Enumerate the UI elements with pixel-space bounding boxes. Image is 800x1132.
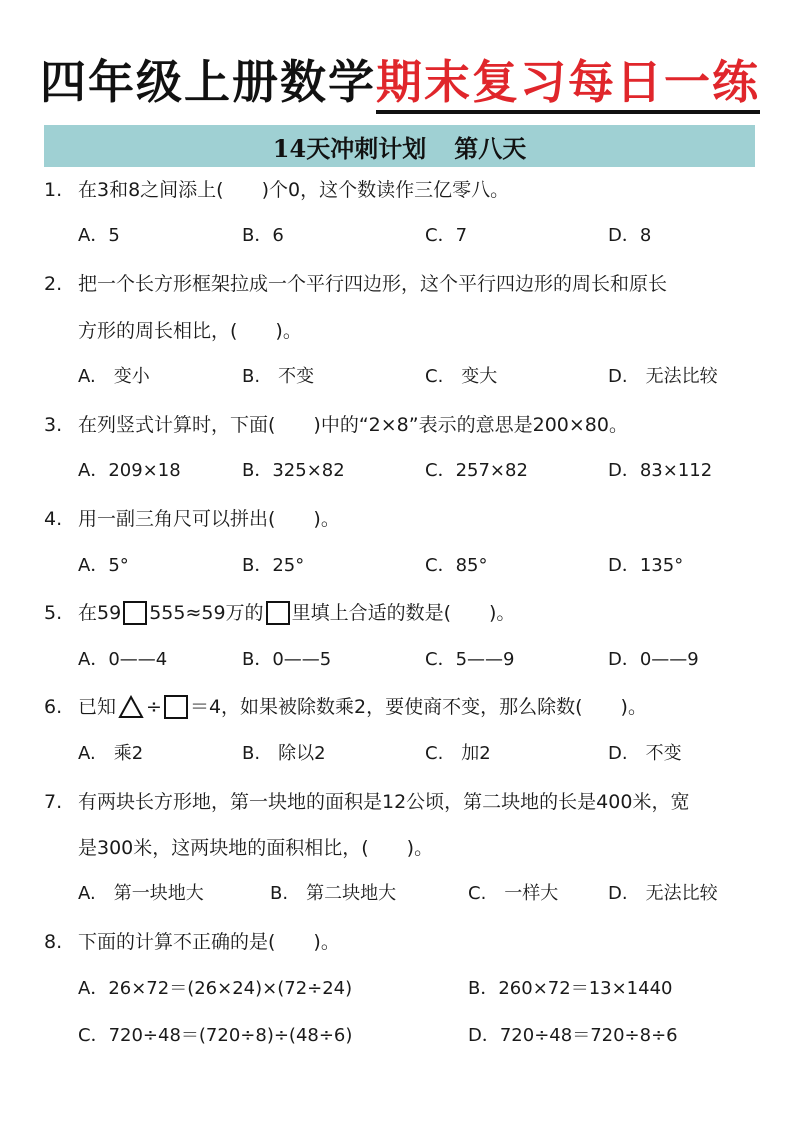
options-3 — [78, 457, 758, 485]
question-2-continued: 方形的周长相比，( )。 — [78, 320, 302, 342]
question-number: 4. — [44, 508, 63, 530]
question-number: 8. — [44, 931, 63, 953]
question-text: 在3和8之间添上( )个0，这个数读作三亿零八。 — [78, 179, 510, 201]
question-number: 1. — [44, 179, 63, 201]
question-text: 把一个长方形框架拉成一个平行四边形，这个平行四边形的周长和原长 — [78, 273, 668, 295]
option-d[interactable]: D．0——9 — [608, 649, 699, 670]
question-7 — [44, 788, 689, 816]
banner-day: 第八天 — [454, 133, 527, 163]
option-a[interactable]: A．0——4 — [78, 649, 168, 670]
question-text-part-3: ＝4，如果被除数乘2，要使商不变，那么除数( )。 — [189, 696, 647, 718]
option-b[interactable]: B. 不变 — [242, 366, 315, 387]
option-a[interactable]: A. 乘2 — [78, 743, 144, 764]
options-7 — [78, 880, 758, 908]
options-8-row-1 — [78, 975, 758, 1003]
option-d[interactable]: D．135° — [608, 555, 684, 576]
option-a[interactable]: A. 变小 — [78, 366, 150, 387]
blank-box[interactable] — [164, 695, 188, 719]
question-number: 5. — [44, 602, 63, 624]
question-number: 2. — [44, 273, 63, 295]
option-a[interactable]: A．26×72＝(26×24)×(72÷24) — [78, 978, 353, 999]
options-8-row-2 — [78, 1022, 758, 1050]
option-c[interactable]: C．7 — [425, 225, 468, 246]
banner-plan: 14天冲刺计划 — [272, 133, 427, 163]
question-text-part-2: 555≈59万的 — [149, 602, 264, 624]
options-2 — [78, 363, 758, 391]
option-c[interactable]: C. 一样大 — [468, 883, 559, 904]
options-1 — [78, 222, 758, 250]
option-b[interactable]: B．325×82 — [242, 460, 345, 481]
option-b[interactable]: B. 第二块地大 — [270, 883, 397, 904]
option-a[interactable]: A．209×18 — [78, 460, 181, 481]
option-d[interactable]: D. 无法比较 — [608, 883, 718, 904]
question-4 — [44, 505, 340, 533]
question-7-continued: 是300米，这两块地的面积相比，( )。 — [78, 837, 434, 859]
option-a[interactable]: A. 第一块地大 — [78, 883, 204, 904]
blank-box[interactable] — [123, 601, 147, 625]
question-8 — [44, 928, 340, 956]
option-b[interactable]: B．0——5 — [242, 649, 332, 670]
option-b[interactable]: B．260×72＝13×1440 — [468, 978, 673, 999]
question-5 — [44, 599, 515, 627]
option-d[interactable]: D. 不变 — [608, 743, 682, 764]
question-6 — [44, 693, 647, 721]
option-d[interactable]: D．8 — [608, 225, 652, 246]
option-c[interactable]: C．5——9 — [425, 649, 515, 670]
question-1 — [44, 176, 509, 204]
question-2 — [44, 270, 667, 298]
question-text-part-2: ÷ — [146, 696, 162, 718]
option-d[interactable]: D. 无法比较 — [608, 366, 718, 387]
options-6 — [78, 740, 758, 768]
question-3 — [44, 411, 628, 439]
option-c[interactable]: C．257×82 — [425, 460, 528, 481]
title-part-1: 四年级上册数学 — [40, 55, 376, 109]
question-text: 在列竖式计算时，下面( )中的“2×8”表示的意思是200×80。 — [78, 414, 628, 436]
option-c[interactable]: C. 变大 — [425, 366, 498, 387]
option-b[interactable]: B．6 — [242, 225, 284, 246]
option-d[interactable]: D．83×112 — [608, 460, 713, 481]
option-b[interactable]: B. 除以2 — [242, 743, 326, 764]
question-text-part-1: 在59 — [78, 602, 122, 624]
option-a[interactable]: A．5 — [78, 225, 120, 246]
question-text: 用一副三角尺可以拼出( )。 — [78, 508, 340, 530]
question-number: 7. — [44, 791, 63, 813]
triangle-icon — [118, 695, 144, 719]
plan-banner — [44, 125, 755, 167]
question-number: 3. — [44, 414, 63, 436]
option-d[interactable]: D．720÷48＝720÷8÷6 — [468, 1025, 678, 1046]
option-b[interactable]: B．25° — [242, 555, 305, 576]
title-part-2: 期末复习每日一练 — [376, 55, 760, 114]
question-text-part-3: 里填上合适的数是( )。 — [291, 602, 516, 624]
question-text-part-1: 已知 — [78, 696, 117, 718]
question-number: 6. — [44, 696, 63, 718]
options-5 — [78, 646, 758, 674]
question-text: 有两块长方形地，第一块地的面积是12公顷，第二块地的长是400米，宽 — [78, 791, 690, 813]
options-4 — [78, 552, 758, 580]
blank-box[interactable] — [266, 601, 290, 625]
option-c[interactable]: C．85° — [425, 555, 488, 576]
option-a[interactable]: A．5° — [78, 555, 129, 576]
option-c[interactable]: C．720÷48＝(720÷8)÷(48÷6) — [78, 1025, 353, 1046]
question-text: 下面的计算不正确的是( )。 — [78, 931, 340, 953]
page-title — [0, 52, 800, 112]
option-c[interactable]: C. 加2 — [425, 743, 491, 764]
